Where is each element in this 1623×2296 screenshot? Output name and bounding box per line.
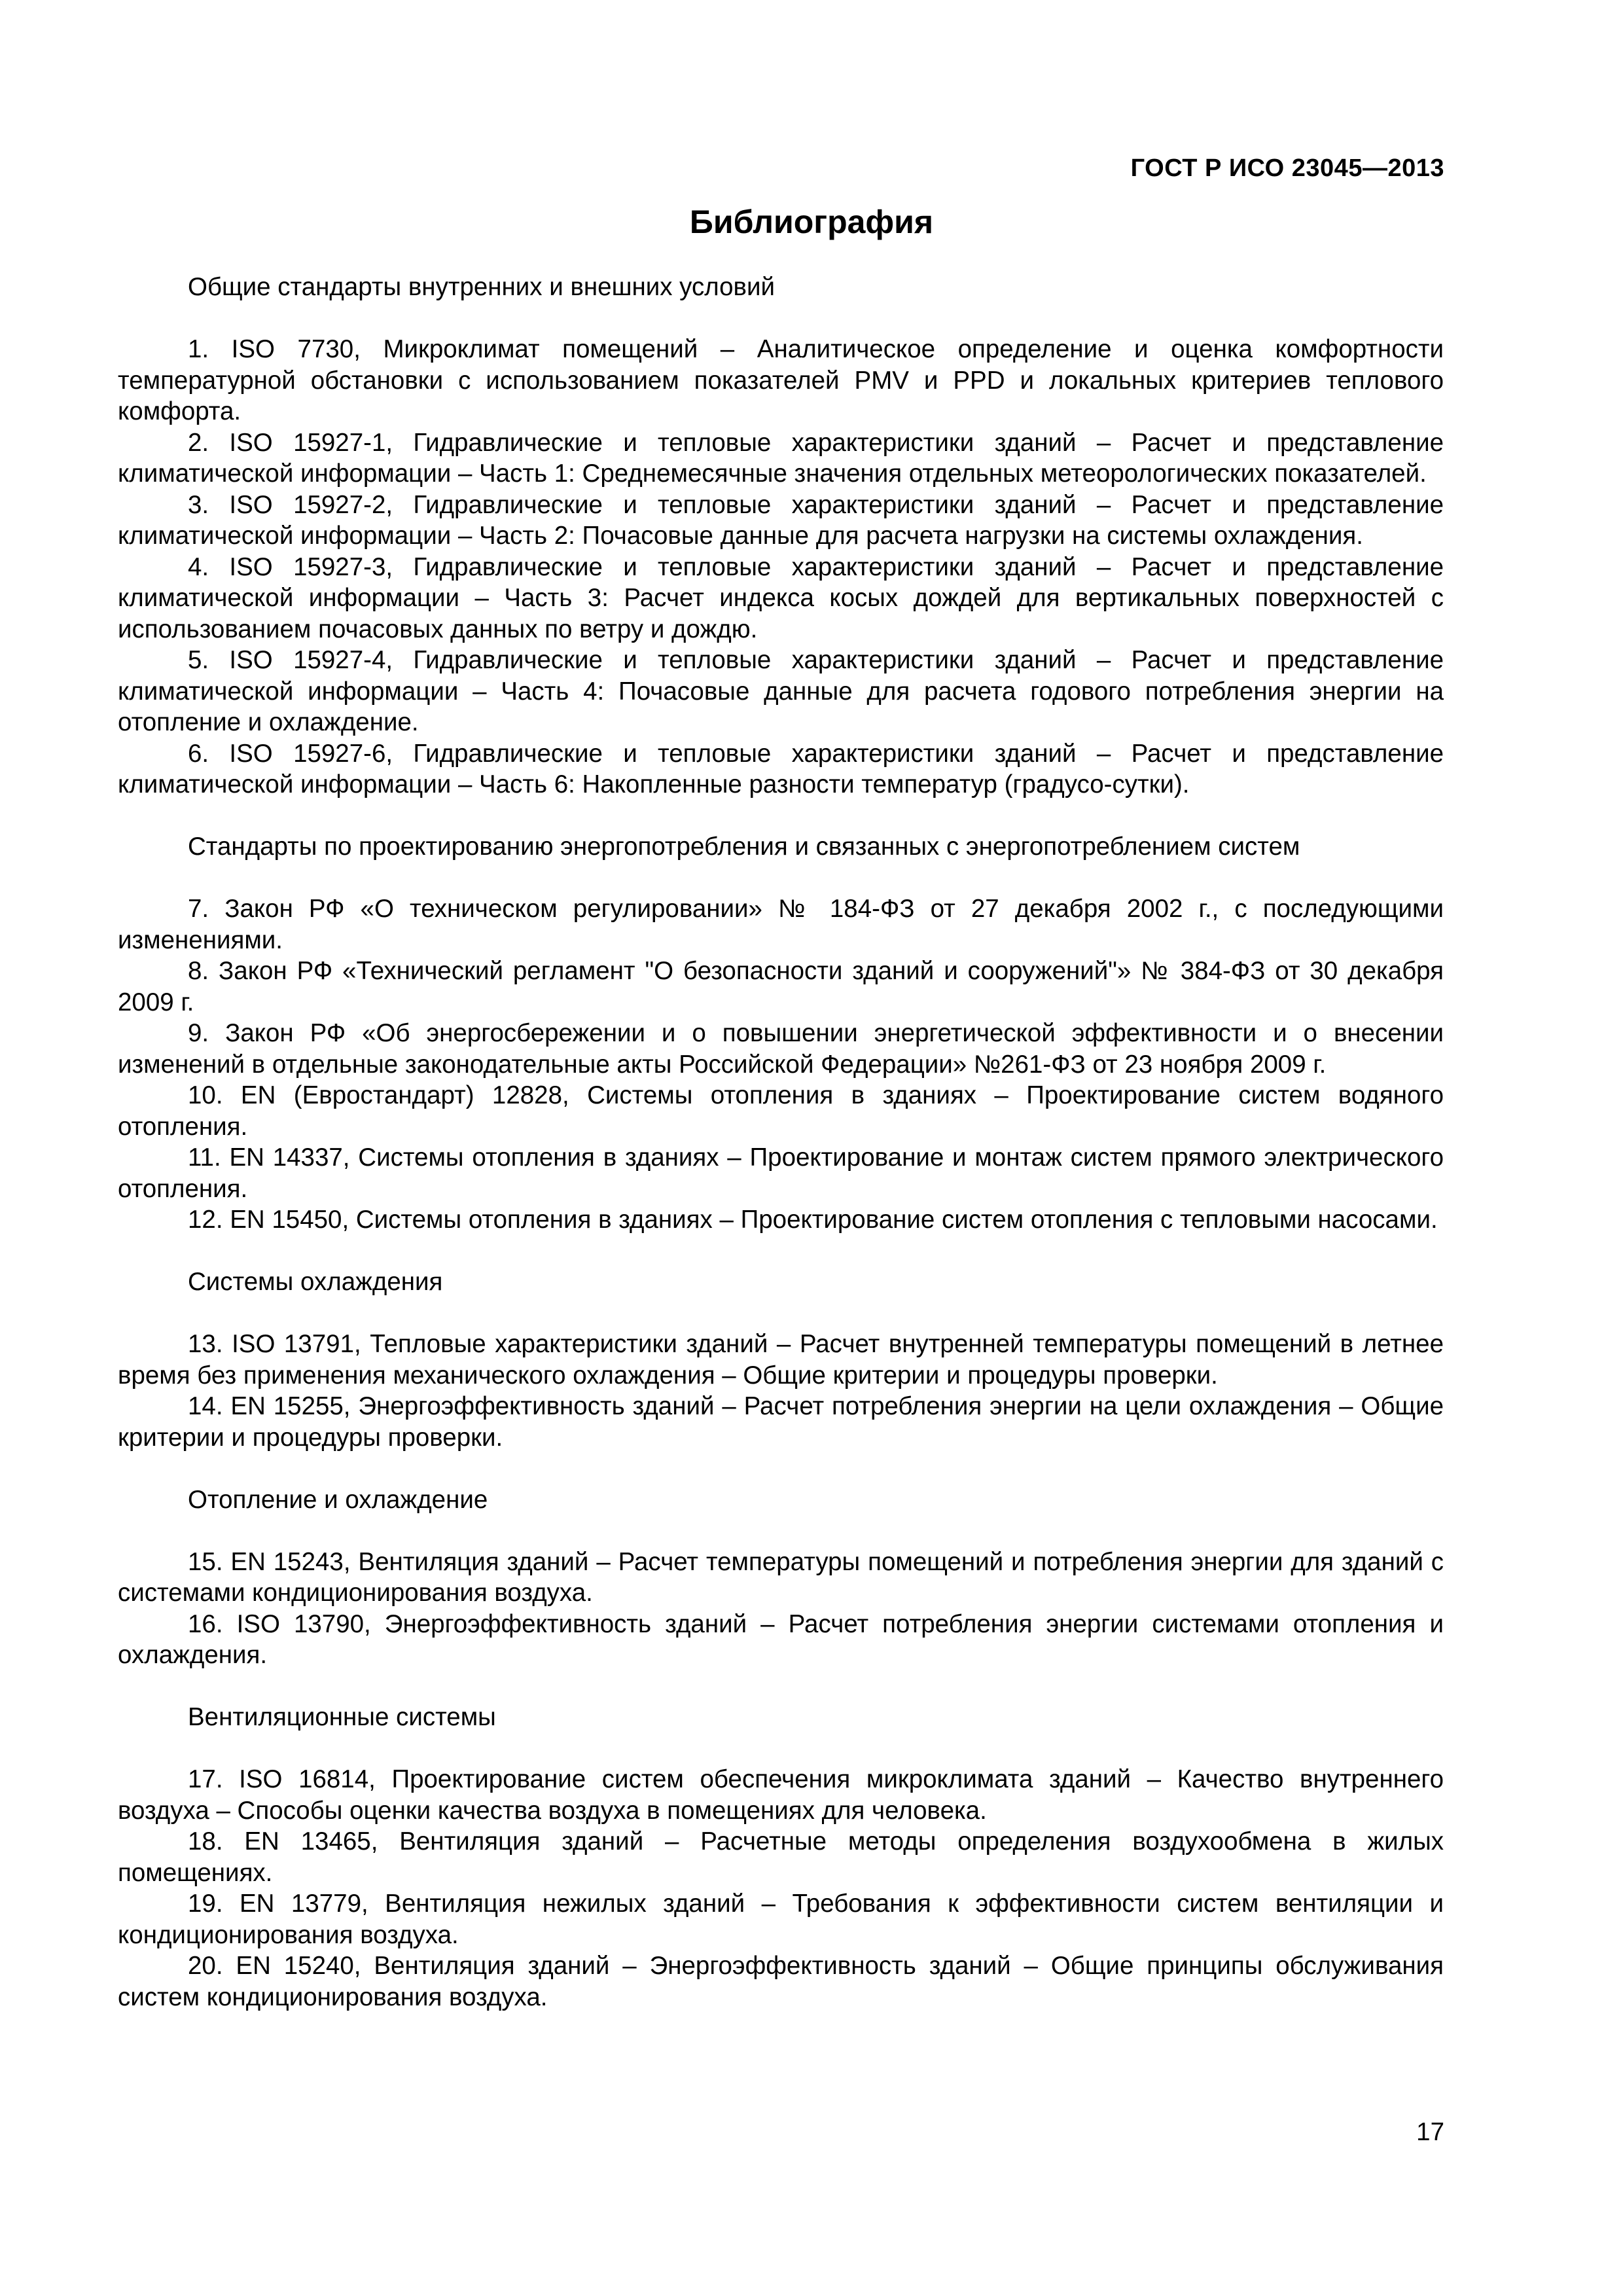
bibliography-entry: 6. ISO 15927-6, Гидравлические и тепловые характеристики зданий – Расчет и представление климатической информации – Часть 6: Накопленные разности температур (градусо-сутки). xyxy=(118,739,1444,798)
bibliography-content xyxy=(118,272,1444,2044)
bibliography-entry: 18. EN 13465, Вентиляция зданий – Расчетные методы определения воздухообмена в жилых помещениях. xyxy=(118,1827,1444,1887)
bibliography-entry: 10. EN (Евростандарт) 12828, Системы отопления в зданиях – Проектирование систем водяного отопления. xyxy=(118,1081,1444,1141)
entry-list xyxy=(118,1547,1444,1671)
bibliography-entry: 16. ISO 13790, Энергоэффективность зданий – Расчет потребления энергии системами отопления и охлаждения. xyxy=(118,1609,1444,1669)
bibliography-entry: 8. Закон РФ «Технический регламент "О безопасности зданий и сооружений"» № 384-ФЗ от 30 декабря 2009 г. xyxy=(118,957,1444,1016)
bibliography-entry: 4. ISO 15927-3, Гидравлические и тепловые характеристики зданий – Расчет и представление климатической информации – Часть 3: Расчет индекса косых дождей для вертикальных поверхностей с использованием почасовых данных по ветру и дождю. xyxy=(118,552,1444,643)
bibliography-entry: 17. ISO 16814, Проектирование систем обеспечения микроклимата зданий – Качество внутреннего воздуха – Способы оценки качества воздуха в помещениях для человека. xyxy=(118,1765,1444,1825)
section-heading: Стандарты по проектированию энергопотребления и связанных с энергопотреблением систем xyxy=(188,833,1300,861)
bibliography-section xyxy=(118,1484,1444,1671)
section-heading: Системы охлаждения xyxy=(188,1268,443,1296)
section-heading: Вентиляционные системы xyxy=(188,1703,496,1731)
bibliography-section xyxy=(118,272,1444,800)
bibliography-entry: 11. EN 14337, Системы отопления в зданиях – Проектирование и монтаж систем прямого электрического отопления. xyxy=(118,1143,1444,1203)
bibliography-entry: 9. Закон РФ «Об энергосбережении и о повышении энергетической эффективности и о внесении изменений в отдельные законодательные акты Российской Федерации» №261-ФЗ от 23 ноября 2009 г. xyxy=(118,1019,1444,1079)
section-heading: Общие стандарты внутренних и внешних условий xyxy=(188,273,776,301)
bibliography-entry: 7. Закон РФ «О техническом регулировании» № 184-ФЗ от 27 декабря 2002 г., с последующими изменениями. xyxy=(118,895,1444,954)
bibliography-entry: 3. ISO 15927-2, Гидравлические и тепловые характеристики зданий – Расчет и представление климатической информации – Часть 2: Почасовые данные для расчета нагрузки на системы охлаждения. xyxy=(118,490,1444,550)
bibliography-entry: 13. ISO 13791, Тепловые характеристики зданий – Расчет внутренней температуры помещений в летнее время без применения механического охлаждения – Общие критерии и процедуры проверки. xyxy=(118,1330,1444,1390)
bibliography-section xyxy=(118,831,1444,1236)
bibliography-entry: 19. EN 13779, Вентиляция нежилых зданий – Требования к эффективности систем вентиляции и кондиционирования воздуха. xyxy=(118,1890,1444,1949)
bibliography-section xyxy=(118,1702,1444,2013)
bibliography-section xyxy=(118,1266,1444,1453)
entry-list xyxy=(118,893,1444,1236)
bibliography-entry: 2. ISO 15927-1, Гидравлические и тепловые характеристики зданий – Расчет и представление климатической информации – Часть 1: Среднемесячные значения отдельных метеорологических показателей. xyxy=(118,428,1444,488)
entry-list xyxy=(118,334,1444,800)
bibliography-entry: 1. ISO 7730, Микроклимат помещений – Аналитическое определение и оценка комфортности температурной обстановки с использованием показателей PMV и PPD и локальных критериев теплового комфорта. xyxy=(118,335,1444,425)
bibliography-entry: 5. ISO 15927-4, Гидравлические и тепловые характеристики зданий – Расчет и представление климатической информации – Часть 4: Почасовые данные для расчета годового потребления энергии на отопление и охлаждение. xyxy=(118,646,1444,736)
bibliography-entry: 14. EN 15255, Энергоэффективность зданий – Расчет потребления энергии на цели охлаждения – Общие критерии и процедуры проверки. xyxy=(118,1392,1444,1452)
document-code-header: ГОСТ Р ИСО 23045—2013 xyxy=(1130,154,1444,182)
bibliography-entry: 12. EN 15450, Системы отопления в зданиях – Проектирование систем отопления с тепловыми насосами. xyxy=(188,1206,1438,1234)
bibliography-entry: 15. EN 15243, Вентиляция зданий – Расчет температуры помещений и потребления энергии для зданий с системами кондиционирования воздуха. xyxy=(118,1547,1444,1607)
section-heading: Отопление и охлаждение xyxy=(188,1485,488,1514)
entry-list xyxy=(118,1764,1444,2013)
page-title: Библиография xyxy=(689,204,934,240)
entry-list xyxy=(118,1329,1444,1453)
bibliography-entry: 20. EN 15240, Вентиляция зданий – Энергоэффективность зданий – Общие принципы обслуживания систем кондиционирования воздуха. xyxy=(118,1952,1444,2011)
page-number: 17 xyxy=(1416,2118,1444,2146)
